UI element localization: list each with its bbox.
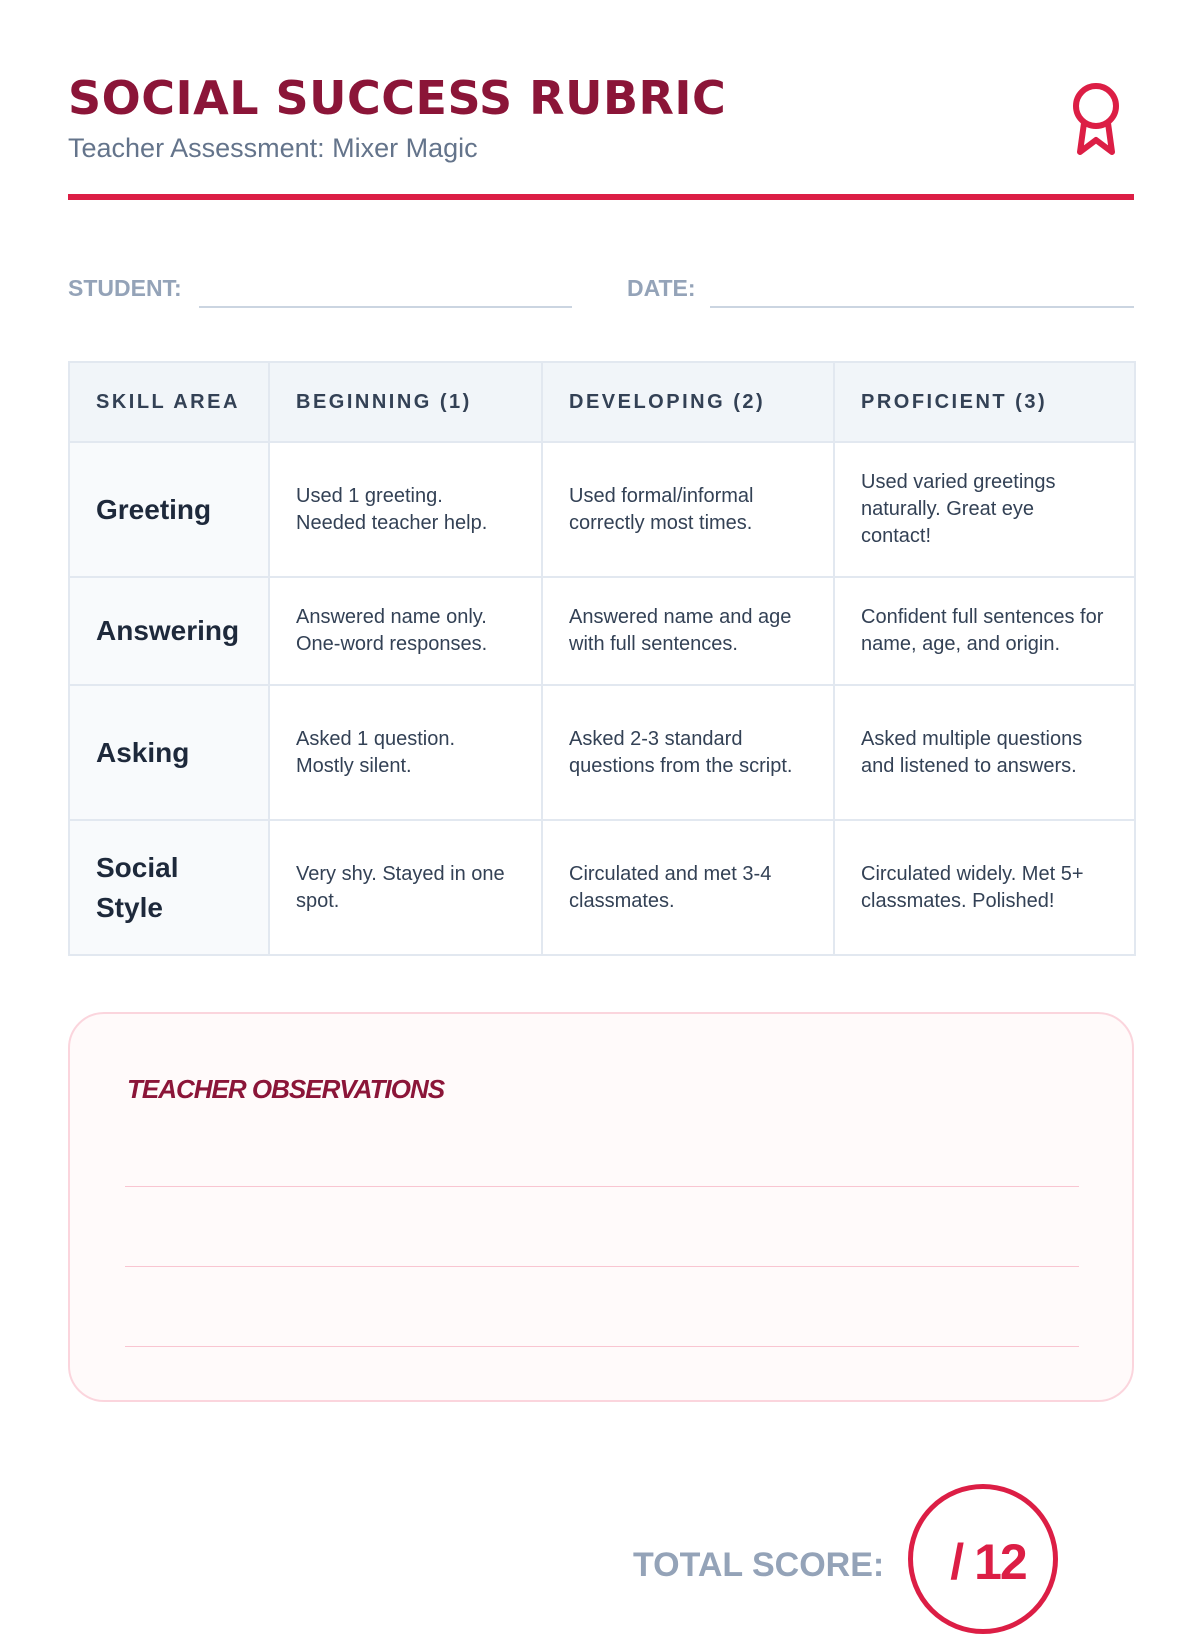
greeting-proficient: Used varied greetings naturally. Great eye contact! bbox=[834, 442, 1135, 577]
observations-title: TEACHER OBSERVATIONS bbox=[127, 1074, 445, 1104]
skill-greeting: Greeting bbox=[69, 442, 269, 577]
social-style-beginning: Very shy. Stayed in one spot. bbox=[269, 820, 542, 955]
asking-beginning: Asked 1 question. Mostly silent. bbox=[269, 685, 542, 820]
table-row bbox=[69, 820, 1135, 955]
table-row bbox=[69, 685, 1135, 820]
observation-line bbox=[125, 1186, 1079, 1187]
answering-developing: Answered name and age with full sentences. bbox=[542, 577, 834, 685]
asking-developing: Asked 2-3 standard questions from the script. bbox=[542, 685, 834, 820]
header-developing: DEVELOPING (2) bbox=[542, 362, 834, 442]
observation-line bbox=[125, 1266, 1079, 1267]
header-skill-area: SKILL AREA bbox=[69, 362, 269, 442]
social-style-proficient: Circulated widely. Met 5+ classmates. Polished! bbox=[834, 820, 1135, 955]
award-ribbon-icon bbox=[1070, 80, 1122, 156]
table-row bbox=[69, 442, 1135, 577]
social-style-developing: Circulated and met 3-4 classmates. bbox=[542, 820, 834, 955]
answering-proficient: Confident full sentences for name, age, and origin. bbox=[834, 577, 1135, 685]
rubric-table bbox=[68, 361, 1136, 956]
student-field[interactable] bbox=[199, 306, 572, 308]
greeting-developing: Used formal/informal correctly most times. bbox=[542, 442, 834, 577]
greeting-beginning: Used 1 greeting. Needed teacher help. bbox=[269, 442, 542, 577]
answering-beginning: Answered name only. One-word responses. bbox=[269, 577, 542, 685]
table-row bbox=[69, 577, 1135, 685]
header-beginning: BEGINNING (1) bbox=[269, 362, 542, 442]
teacher-observations-box[interactable] bbox=[68, 1012, 1134, 1402]
header-divider bbox=[68, 194, 1134, 200]
table-header-row bbox=[69, 362, 1135, 442]
total-score-label: TOTAL SCORE: bbox=[633, 1546, 885, 1584]
date-field[interactable] bbox=[710, 306, 1134, 308]
skill-answering: Answering bbox=[69, 577, 269, 685]
page-title: SOCIAL SUCCESS RUBRIC bbox=[68, 71, 727, 125]
header-proficient: PROFICIENT (3) bbox=[834, 362, 1135, 442]
total-score-value: / 12 bbox=[950, 1534, 1026, 1590]
page-subtitle: Teacher Assessment: Mixer Magic bbox=[68, 133, 478, 163]
date-label: DATE: bbox=[627, 275, 696, 301]
skill-asking: Asking bbox=[69, 685, 269, 820]
asking-proficient: Asked multiple questions and listened to answers. bbox=[834, 685, 1135, 820]
header bbox=[68, 70, 1134, 200]
student-info-row bbox=[68, 268, 1134, 308]
observation-line bbox=[125, 1346, 1079, 1347]
skill-social-style: Social Style bbox=[69, 820, 269, 955]
student-label: STUDENT: bbox=[68, 275, 182, 301]
total-score-circle[interactable] bbox=[908, 1484, 1058, 1634]
